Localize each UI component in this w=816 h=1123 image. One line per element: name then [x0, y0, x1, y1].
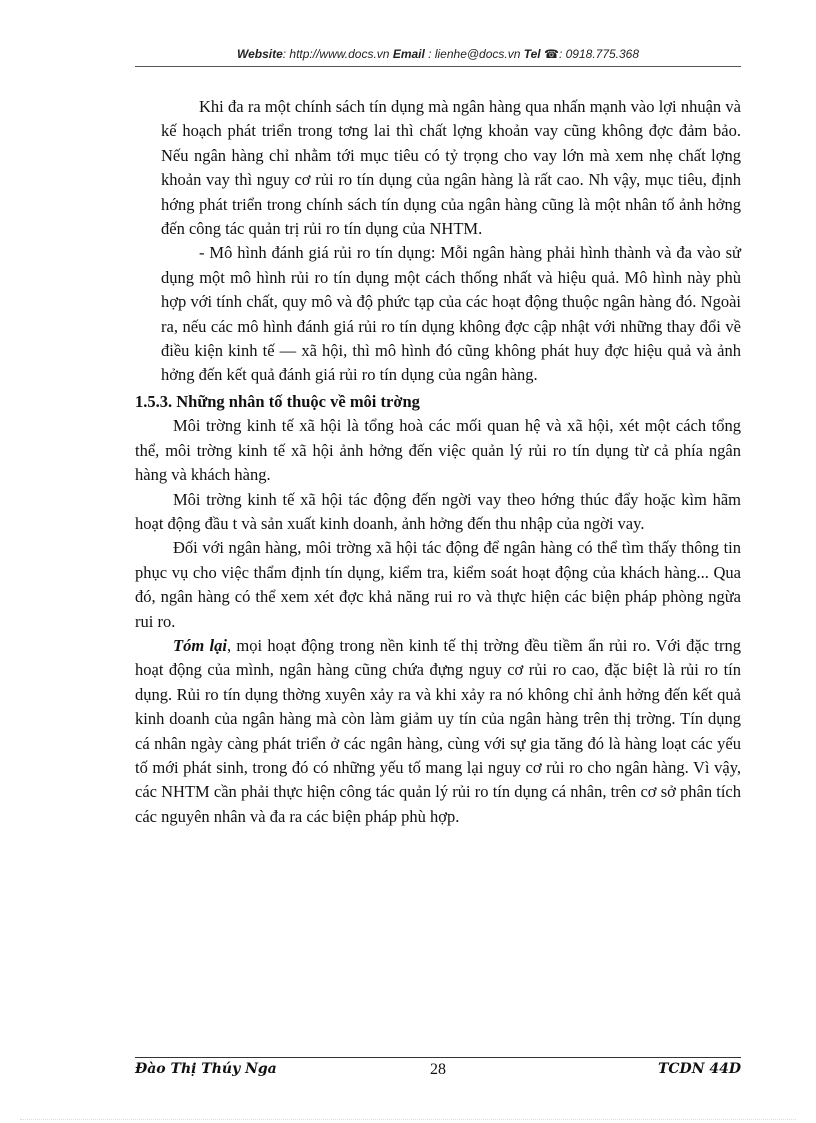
- tel-label: Tel: [523, 47, 541, 61]
- document-body: [135, 95, 741, 829]
- paragraph-borrower-impact: Môi trờng kinh tế xã hội tác động đến ngời vay theo hớng thúc đẩy hoặc kìm hãm hoạt động đầu t và sản xuất kinh doanh, ảnh hởng đến thu nhập của ngời vay.: [135, 489, 741, 533]
- paragraph-environment: Môi trờng kinh tế xã hội là tổng hoà các mối quan hệ và xã hội, xét một cách tổng thể, môi trờng kinh tế xã hội ảnh hởng đến việc quản lý rủi ro tín dụng từ cả phía ngân hàng và khách hàng.: [135, 416, 741, 485]
- header-divider: [135, 66, 741, 67]
- email-link[interactable]: : lienhe@docs.vn: [428, 47, 521, 61]
- section-heading: 1.5.3. Những nhân tố thuộc về môi trờng: [135, 391, 420, 411]
- indented-block: [135, 95, 741, 388]
- page-footer: [135, 1061, 741, 1083]
- footer-divider: [135, 1057, 741, 1058]
- paragraph-risk-model: - Mô hình đánh giá rủi ro tín dụng: Mỗi ngân hàng phải hình thành và đa vào sử dụng một mô hình rủi ro tín dụng một cách thống nhất và hiệu quả. Mô hình này phù hợp với tính chất, quy mô và độ phức tạp của các hoạt động thuộc ngân hàng đó. Ngoài ra, nếu các mô hình đánh giá rủi ro tín dụng không đợc cập nhật với những thay đổi về điều kiện kinh tế — xã hội, thì mô hình đó cũng không phát huy đợc hiệu quả và ảnh hởng đến kết quả đánh giá rủi ro tín dụng của ngân hàng.: [161, 243, 741, 385]
- page-number: 28: [430, 1061, 446, 1078]
- conclusion-text: , mọi hoạt động trong nền kinh tế thị trờng đều tiềm ẩn rủi ro. Với đặc trng hoạt động của mình, ngân hàng cũng chứa đựng nguy cơ rủi ro cao, đặc biệt là rủi ro tín dụng. Rủi ro tín dụng thờng xuyên xảy ra và khi xảy ra nó không chỉ ảnh hởng đến kết quả kinh doanh của ngân hàng mà còn làm giảm uy tín của ngân hàng trên thị trờng. Tín dụng cá nhân ngày càng phát triển ở các ngân hàng, cùng với sự gia tăng đó là hàng loạt các yếu tố mới phát sinh, trong đó có những yếu tố mang lại nguy cơ rủi ro cho ngân hàng. Vì vậy, các NHTM cần phải thực hiện công tác quản lý rủi ro tín dụng cá nhân, trên cơ sở phân tích các nguyên nhân và đa ra các biện pháp phù hợp.: [135, 635, 741, 826]
- email-label: Email: [392, 47, 425, 61]
- page-header: [135, 47, 741, 61]
- paragraph-bank-impact: Đối với ngân hàng, môi trờng xã hội tác động để ngân hàng có thể tìm thấy thông tin phục vụ cho việc thẩm định tín dụng, kiểm tra, kiểm soát hoạt động của khách hàng... Qua đó, ngân hàng có thể xem xét đợc khả năng rui ro và thực hiện các biện pháp phòng ngừa rui ro.: [135, 538, 741, 631]
- conclusion-lead: Tóm lại: [173, 635, 227, 655]
- website-link[interactable]: : http://www.docs.vn: [282, 47, 390, 61]
- paragraph-policy: Khi đa ra một chính sách tín dụng mà ngân hàng qua nhấn mạnh vào lợi nhuận và kế hoạch phát triển trong tơng lai thì chất lợng khoản vay cũng không đợc đảm bảo. Nếu ngân hàng chỉ nhằm tới mục tiêu có tỷ trọng cho vay lớn mà xem nhẹ chất lợng khoản vay thì nguy cơ rủi ro tín dụng của ngân hàng là rất cao. Nh vậy, mục tiêu, định hớng phát triển trong chính sách tín dụng của ngân hàng cũng là một nhân tố ảnh hởng đến công tác quản trị rủi ro tín dụng của NHTM.: [161, 97, 741, 239]
- website-label: Website: [236, 47, 283, 61]
- footer-author: Đào Thị Thúy Nga: [135, 1061, 277, 1077]
- footer-class-code: TCDN 44D: [658, 1061, 741, 1077]
- tel-value: : 0918.775.368: [558, 47, 640, 61]
- bottom-dotted-line: [20, 1119, 796, 1120]
- phone-icon: ☎: [544, 47, 559, 61]
- paragraph-conclusion: [135, 634, 741, 829]
